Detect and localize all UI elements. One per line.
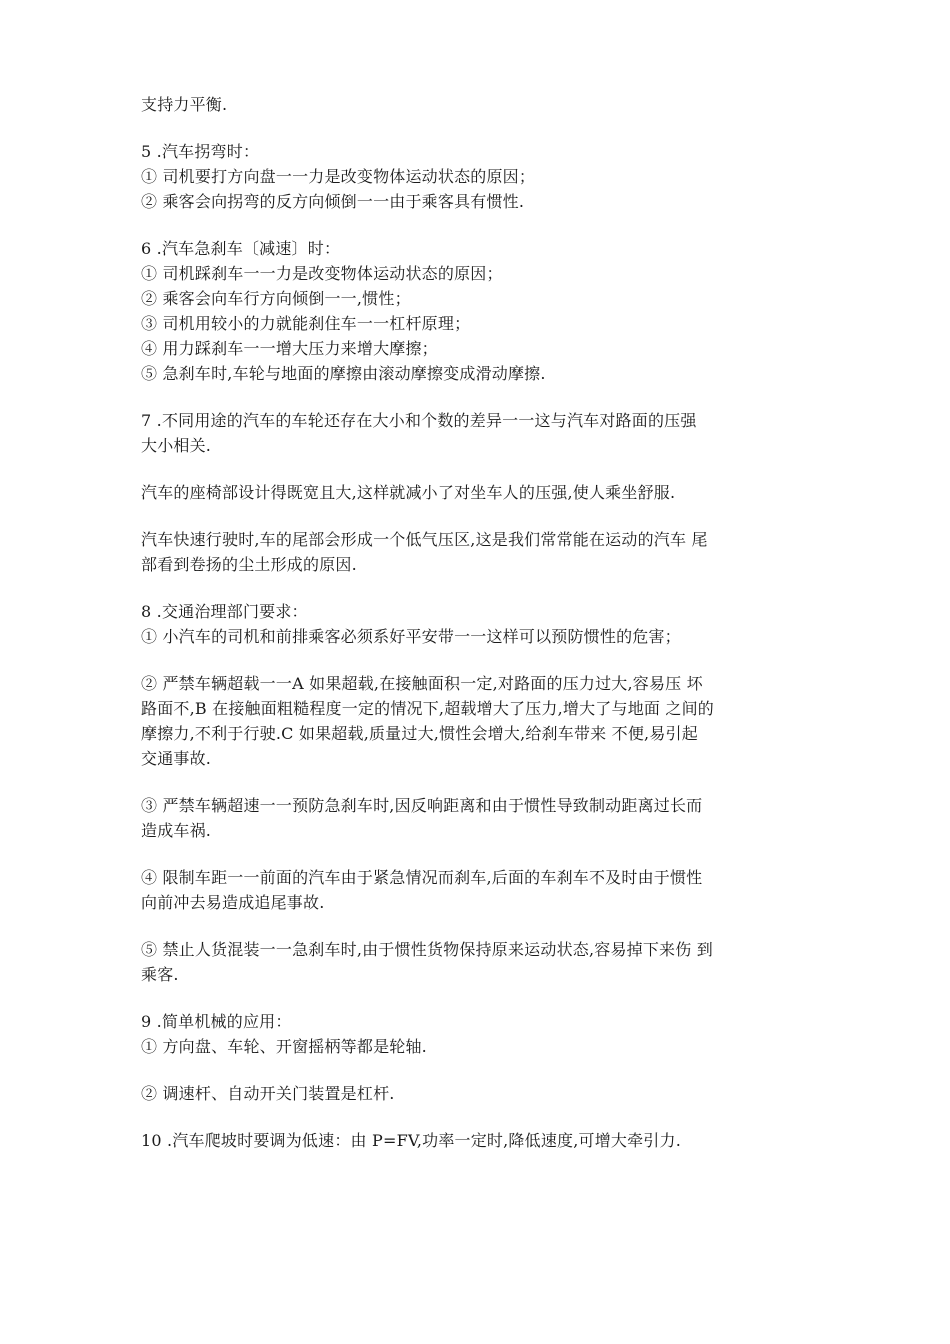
section-heading: 9 .简单机械的应用： <box>141 1012 292 1031</box>
section-heading: 5 .汽车拐弯时： <box>141 142 260 161</box>
text-line: 摩擦力,不利于行驶.C 如果超载,质量过大,惯性会增大,给刹车带来 不便,易引起 <box>141 724 698 743</box>
section-9-machines <box>141 1009 831 1059</box>
item-lever <box>141 1081 831 1106</box>
document-body <box>141 92 831 1175</box>
list-item: ⑤ 急刹车时,车轮与地面的摩擦由滚动摩擦变成滑动摩擦. <box>141 364 546 383</box>
section-8-traffic <box>141 599 831 649</box>
list-item: ① 小汽车的司机和前排乘客必须系好平安带一一这样可以预防惯性的危害； <box>141 627 681 646</box>
list-item: ① 司机踩刹车一一力是改变物体运动状态的原因； <box>141 264 503 283</box>
text-line: 交通事故. <box>141 749 212 768</box>
text-line: ② 严禁车辆超载一一A 如果超载,在接触面积一定,对路面的压力过大,容易压 坏 <box>141 674 703 693</box>
item-overload <box>141 671 831 771</box>
paragraph-support-balance <box>141 92 831 117</box>
list-item: ① 方向盘、车轮、开窗摇柄等都是轮轴. <box>141 1037 427 1056</box>
section-heading: 7 .不同用途的汽车的车轮还存在大小和个数的差异一一这与汽车对路面的压强 <box>141 411 697 430</box>
list-item: ④ 用力踩刹车一一增大压力来增大摩擦； <box>141 339 438 358</box>
text-line: 部看到卷扬的尘土形成的原因. <box>141 555 357 574</box>
text-line: 向前冲去易造成追尾事故. <box>141 893 325 912</box>
section-10-climbing <box>141 1128 831 1153</box>
list-item: ① 司机要打方向盘一一力是改变物体运动状态的原因； <box>141 167 536 186</box>
item-mixed-cargo <box>141 937 831 987</box>
text-line: 大小相关. <box>141 436 212 455</box>
text-line: 汽车快速行驶时,车的尾部会形成一个低气压区,这是我们常常能在运动的汽车 尾 <box>141 530 708 549</box>
text-line: 乘客. <box>141 965 179 984</box>
list-item: ② 乘客会向车行方向倾倒一一,惯性； <box>141 289 411 308</box>
section-5-turning <box>141 139 831 214</box>
list-item: ② 乘客会向拐弯的反方向倾倒一一由于乘客具有惯性. <box>141 192 525 211</box>
list-item: ③ 司机用较小的力就能刹住车一一杠杆原理； <box>141 314 471 333</box>
section-heading: 8 .交通治理部门要求： <box>141 602 308 621</box>
paragraph-low-pressure <box>141 527 831 577</box>
text-line: ③ 严禁车辆超速一一预防急刹车时,因反响距离和由于惯性导致制动距离过长而 <box>141 796 703 815</box>
paragraph-seat <box>141 480 831 505</box>
text-line: ⑤ 禁止人货混装一一急刹车时,由于惯性货物保持原来运动状态,容易掉下来伤 到 <box>141 940 713 959</box>
text-line: ② 调速杆、自动开关门装置是杠杆. <box>141 1084 395 1103</box>
text-line: ④ 限制车距一一前面的汽车由于紧急情况而刹车,后面的车刹车不及时由于惯性 <box>141 868 703 887</box>
section-heading: 10 .汽车爬坡时要调为低速：由 P=FV,功率一定时,降低速度,可增大牵引力. <box>141 1131 681 1150</box>
item-speeding <box>141 793 831 843</box>
section-7-wheels <box>141 408 831 458</box>
text-line: 路面不,B 在接触面粗糙程度一定的情况下,超载增大了压力,增大了与地面 之间的 <box>141 699 714 718</box>
text-line: 造成车祸. <box>141 821 212 840</box>
text-line: 汽车的座椅部设计得既宽且大,这样就减小了对坐车人的压强,使人乘坐舒服. <box>141 483 676 502</box>
section-heading: 6 .汽车急刹车〔减速〕时： <box>141 239 341 258</box>
item-distance <box>141 865 831 915</box>
section-6-braking <box>141 236 831 386</box>
text-line: 支持力平衡. <box>141 95 228 114</box>
